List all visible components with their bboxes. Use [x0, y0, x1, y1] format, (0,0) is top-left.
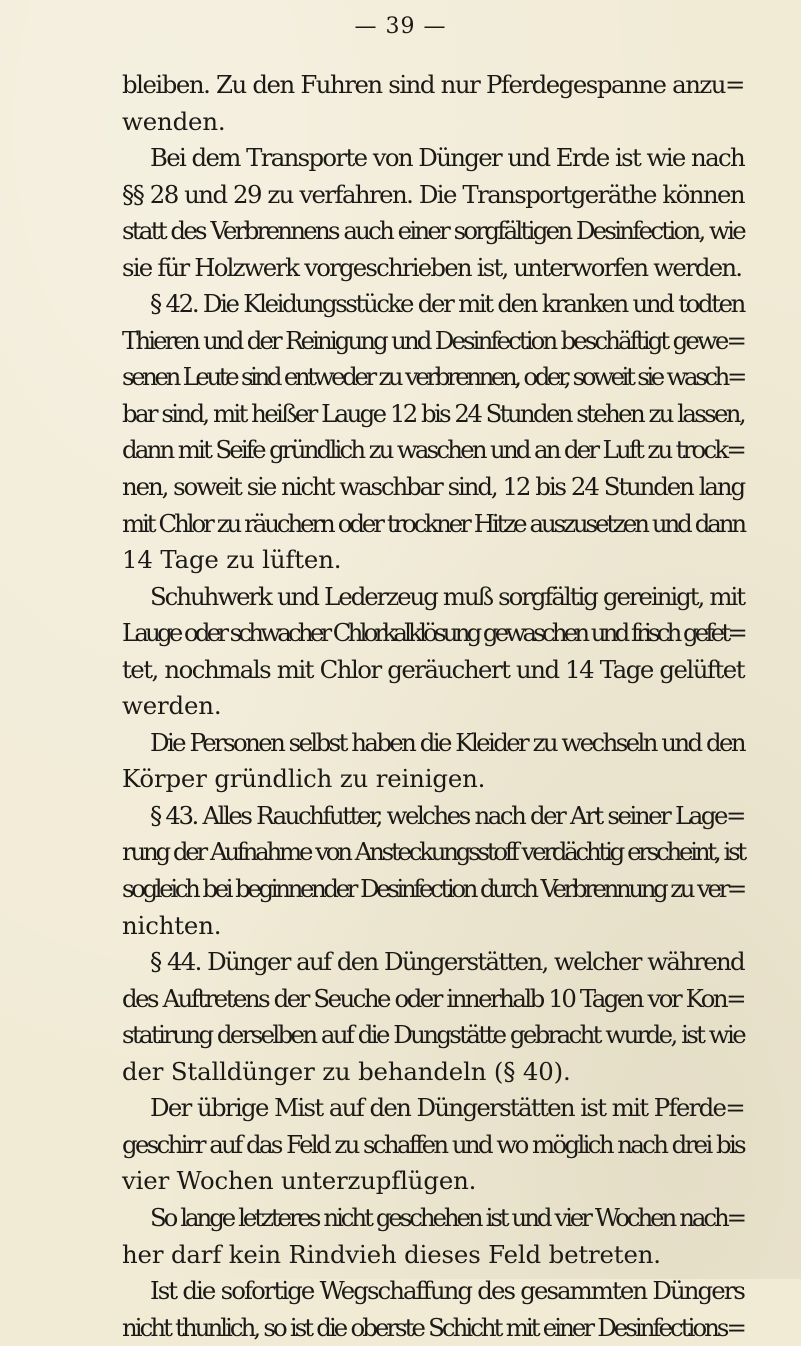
text-line: So lange letzteres nicht geschehen ist und vier Wochen nach=	[150, 1202, 744, 1232]
text-line: Thieren und der Reinigung und Desinfection beschäftigt gewe=	[122, 325, 744, 355]
text-line: rung der Aufnahme von Ansteckungsstoff verdächtig erscheint, ist	[122, 837, 744, 867]
text-line: vier Wochen unterzupflügen.	[122, 1166, 477, 1196]
text-line: tet, nochmals mit Chlor geräuchert und 14 Tage gelüftet	[122, 654, 744, 684]
text-line: Schuhwerk und Lederzeug muß sorgfältig gereinigt, mit	[150, 581, 744, 611]
text-line: senen Leute sind entweder zu verbrennen, oder, soweit sie wasch=	[122, 362, 744, 392]
text-line: her darf kein Rindvieh dieses Feld betreten.	[122, 1239, 661, 1269]
text-line: Der übrige Mist auf den Düngerstätten ist mit Pferde=	[150, 1093, 744, 1123]
body-text	[122, 67, 744, 1346]
text-line: dann mit Seife gründlich zu waschen und an der Luft zu trock=	[122, 435, 744, 465]
text-line: Körper gründlich zu reinigen.	[122, 764, 486, 794]
text-line: nen, soweit sie nicht waschbar sind, 12 bis 24 Stunden lang	[122, 472, 744, 502]
text-line: nichten.	[122, 910, 222, 940]
text-line: Die Personen selbst haben die Kleider zu wechseln und den	[150, 727, 744, 757]
text-line: nicht thunlich, so ist die oberste Schicht mit einer Desinfections=	[122, 1312, 744, 1342]
text-line: bleiben. Zu den Fuhren sind nur Pferdegespanne anzu=	[122, 70, 744, 99]
text-line: statirung derselben auf die Dungstätte gebracht wurde, ist wie	[122, 1020, 744, 1050]
text-line: 14 Tage zu lüften.	[122, 545, 342, 575]
text-line: werden.	[122, 691, 222, 721]
text-line: der Stalldünger zu behandeln (§ 40).	[122, 1056, 571, 1086]
text-line: mit Chlor zu räuchern oder trockner Hitze auszusetzen und dann	[122, 508, 744, 538]
text-line: Lauge oder schwacher Chlorkalklösung gewaschen und frisch gefet=	[122, 618, 744, 648]
text-line: §§ 28 und 29 zu verfahren. Die Transportgeräthe können	[122, 179, 744, 209]
page-number: — 39 —	[354, 14, 447, 39]
text-line: statt des Verbrennens auch einer sorgfältigen Desinfection, wie	[122, 216, 744, 246]
text-line: Ist die sofortige Wegschaffung des gesammten Düngers	[150, 1276, 744, 1306]
text-line: wenden.	[122, 106, 226, 136]
text-line: geschirr auf das Feld zu schaffen und wo möglich nach drei bis	[122, 1129, 744, 1159]
text-line: § 44. Dünger auf den Düngerstätten, welcher während	[150, 947, 744, 977]
text-line: § 42. Die Kleidungsstücke der mit den kranken und todten	[150, 289, 744, 319]
text-line: bar sind, mit heißer Lauge 12 bis 24 Stunden stehen zu lassen,	[122, 398, 744, 428]
text-line: sogleich bei beginnender Desinfection durch Verbrennung zu ver=	[122, 874, 744, 904]
text-line: § 43. Alles Rauchfutter, welches nach der Art seiner Lage=	[150, 800, 744, 830]
text-line: Bei dem Transporte von Dünger und Erde ist wie nach	[150, 143, 744, 173]
text-line: sie für Holzwerk vorgeschrieben ist, unterworfen werden.	[122, 252, 742, 282]
text-line: des Auftretens der Seuche oder innerhalb 10 Tagen vor Kon=	[122, 983, 744, 1013]
